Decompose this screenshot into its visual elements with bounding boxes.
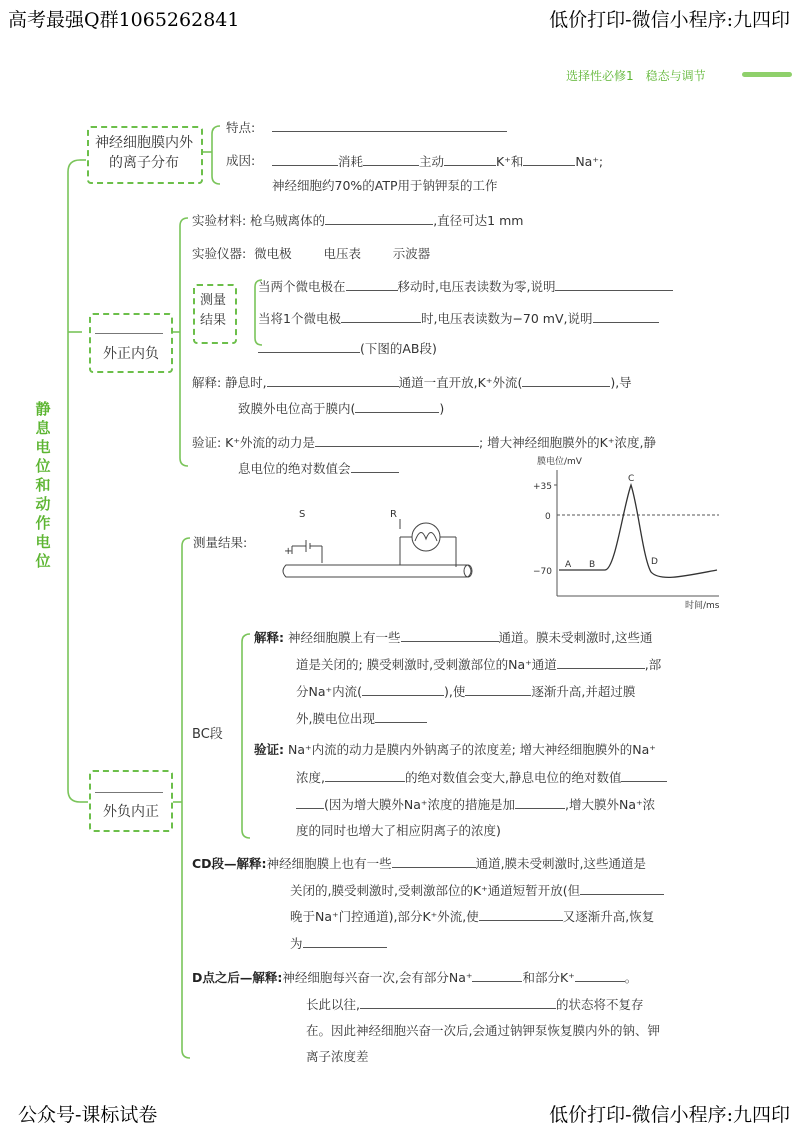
cause-line1: 消耗 主动 K⁺和 Na⁺; [272, 151, 603, 170]
measure-line2: 当将1个微电极 时,电压表读数为−70 mV,说明 [258, 308, 659, 327]
bc-verify-line1: 验证: Na⁺内流的动力是膜内外钠离子的浓度差; 增大神经细胞膜外的Na⁺ [254, 742, 656, 757]
cd-line2: 关闭的,膜受刺激时,受刺激部位的K⁺通道短暂开放(但 [290, 880, 664, 899]
graph-curve [559, 485, 717, 577]
bc-explain-line4: 外,膜电位出现 [296, 708, 427, 727]
explain-line2: 致膜外电位高于膜内( ) [238, 398, 444, 417]
material-line: 实验材料: 枪乌贼离体的 ,直径可达1 mm [192, 210, 523, 229]
svg-text:+: + [284, 546, 293, 557]
d-line2: 长此以往, 的状态将不复存 [306, 994, 644, 1013]
cd-line3: 晚于Na⁺门控通道),部分K⁺外流,使 又逐渐升高,恢复 [290, 906, 654, 925]
membrane-potential-graph [525, 448, 725, 610]
bc-explain-line3: 分Na⁺内流( ),使 逐渐升高,并超过膜 [296, 681, 635, 700]
graph-point-b: B [589, 560, 596, 570]
measure-line3: (下图的AB段) [258, 338, 437, 357]
header-right-text: 低价打印-微信小程序:九四印 [549, 9, 790, 31]
d-line1: D点之后—解释:神经细胞每兴奋一次,会有部分Na⁺ 和部分K⁺ 。 [192, 967, 637, 986]
feature-label: 特点: [226, 120, 256, 135]
instrument-line: 实验仪器: 微电极 电压表 示波器 [192, 246, 431, 261]
measure-result-label: 测量结果: [193, 535, 248, 550]
graph-tick-35: +35 [533, 482, 552, 492]
outside-negative-box [89, 770, 173, 832]
graph-point-a: A [565, 560, 572, 570]
main-title: 静息电位和动作电位 [35, 400, 51, 570]
bc-explain-line2: 道是关闭的; 膜受刺激时,受刺激部位的Na⁺通道 ,部 [296, 654, 661, 673]
feature-blank [272, 117, 507, 132]
cd-line4: 为 [290, 933, 387, 952]
graph-point-c: C [628, 474, 635, 484]
d-line4: 离子浓度差 [306, 1049, 369, 1064]
book-tag: 选择性必修1 稳态与调节 [566, 69, 706, 83]
circuit-r-label: R [390, 509, 397, 520]
bc-verify-line3: (因为增大膜外Na⁺浓度的措施是加 ,增大膜外Na⁺浓 [296, 794, 655, 813]
footer-left-text: 公众号-课标试卷 [18, 1104, 158, 1126]
verify-line2: 息电位的绝对数值会 [238, 458, 399, 477]
outside-negative-blank [95, 792, 163, 793]
cause-line2: 神经细胞约70%的ATP用于钠钾泵的工作 [272, 178, 498, 193]
cd-line1: CD段—解释:神经细胞膜上也有一些 通道,膜未受刺激时,这些通道是 [192, 853, 646, 872]
bc-segment-label: BC段 [192, 727, 223, 742]
outside-positive-title: 外正内负 [103, 346, 159, 362]
d-line3: 在。因此神经细胞兴奋一次后,会通过钠钾泵恢复膜内外的钠、钾 [306, 1023, 660, 1038]
verify-line1: 验证: K⁺外流的动力是 ; 增大神经细胞膜外的K⁺浓度,静 [192, 432, 656, 451]
measure-result-title: 测量结果 [199, 293, 226, 328]
graph-tick-70: −70 [533, 567, 552, 577]
ion-distribution-title: 神经细胞膜内外的离子分布 [95, 135, 193, 171]
cause-label: 成因: [226, 153, 256, 168]
header-left-text: 高考最强Q群1065262841 [8, 9, 240, 31]
measure-line1: 当两个微电极在 移动时,电压表读数为零,说明 [258, 276, 673, 295]
graph-point-d: D [651, 557, 658, 567]
graph-tick-0: 0 [545, 512, 551, 522]
bc-explain-line1: 解释: 神经细胞膜上有一些 通道。膜未受刺激时,这些通 [254, 627, 652, 646]
explain-line1: 解释: 静息时, 通道一直开放,K⁺外流( ),导 [192, 372, 632, 391]
circuit-diagram [276, 505, 482, 585]
circuit-s-label: S [299, 509, 306, 520]
bc-verify-line2: 浓度, 的绝对数值会变大,静息电位的绝对数值 [296, 767, 667, 786]
graph-xlabel: 时间/ms [685, 601, 720, 610]
outside-positive-box [89, 313, 173, 373]
footer-right-text: 低价打印-微信小程序:九四印 [549, 1104, 790, 1126]
outside-positive-blank [95, 333, 163, 334]
bc-verify-line4: 度的同时也增大了相应阴离子的浓度) [296, 823, 501, 838]
outside-negative-title: 外负内正 [103, 804, 159, 820]
graph-ylabel: 膜电位/mV [537, 457, 582, 467]
